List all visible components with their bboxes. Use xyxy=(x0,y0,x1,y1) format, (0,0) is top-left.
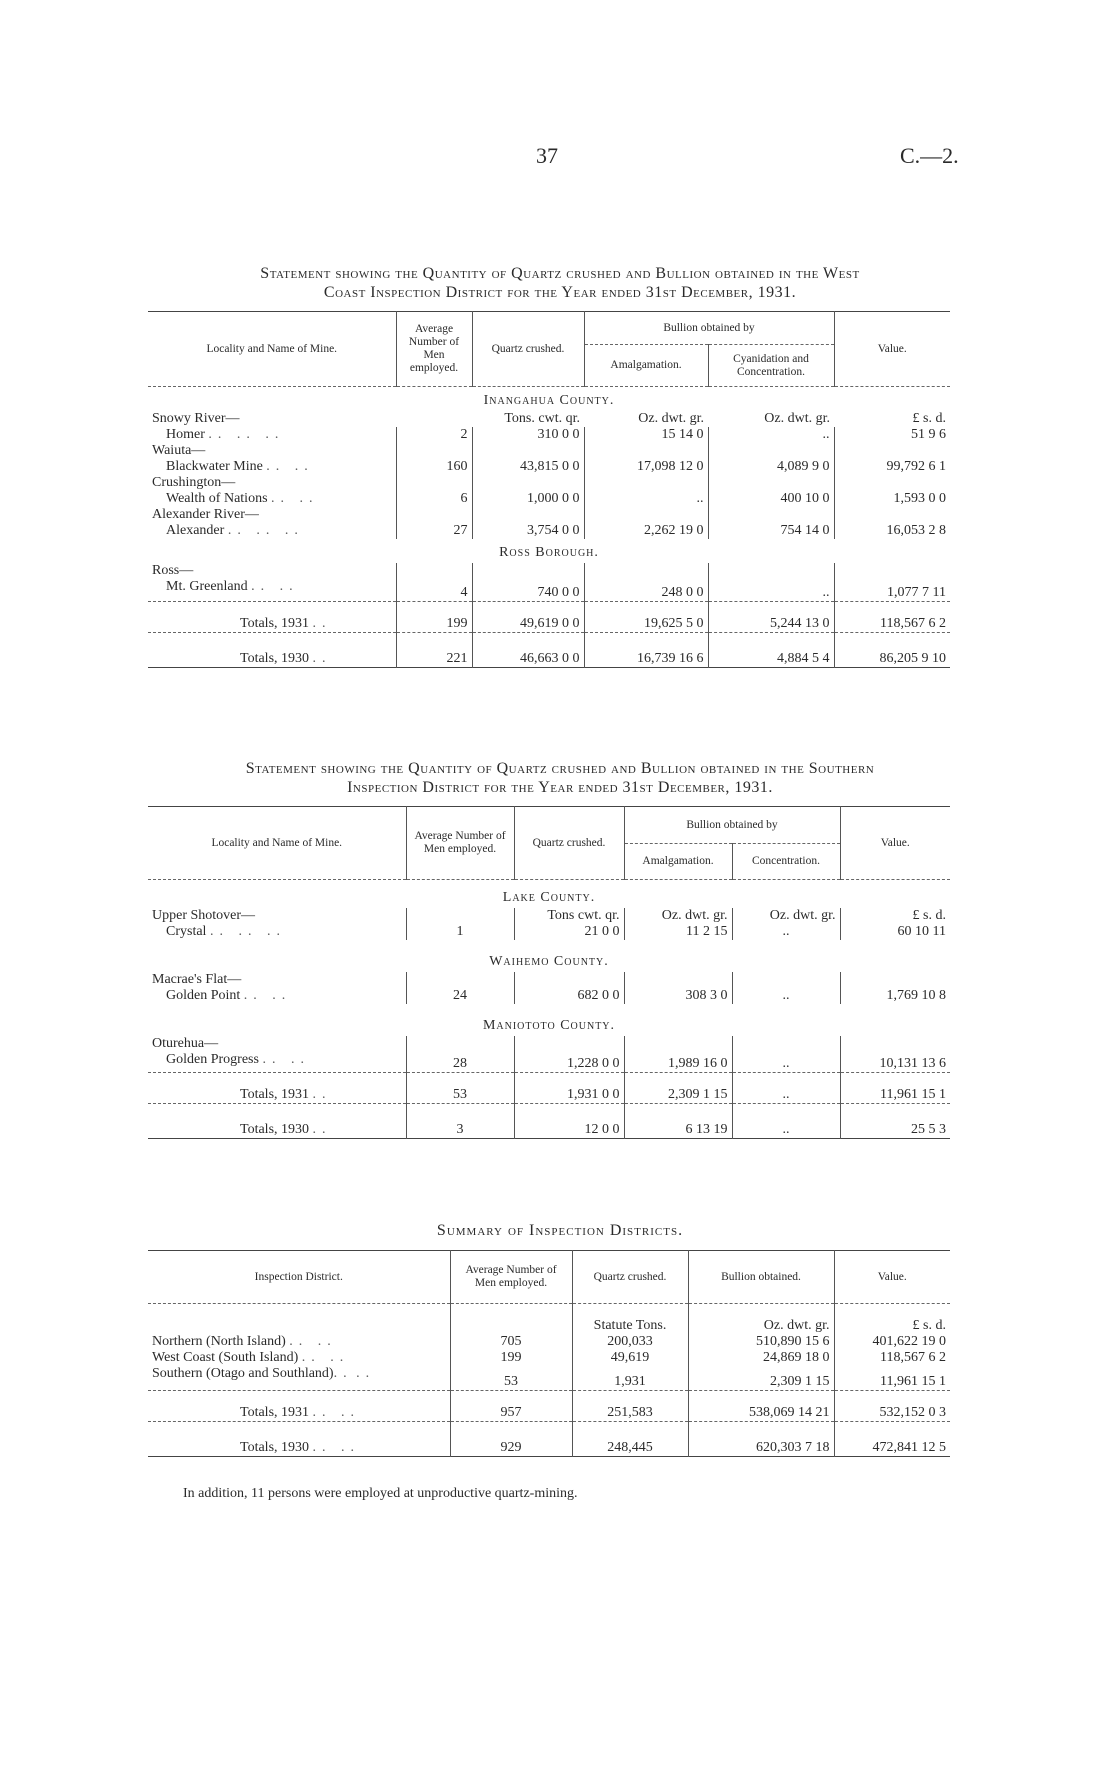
cell: 199 xyxy=(396,602,472,633)
cell: 1,989 16 0 xyxy=(624,1052,732,1073)
mine-name: Homer xyxy=(166,427,205,442)
cell: 11,961 15 1 xyxy=(840,1073,950,1104)
unit-label: Oz. dwt. gr. xyxy=(638,411,704,426)
cell: 248 0 0 xyxy=(584,579,708,602)
table-row: Wealth of Nations .. .. 6 1,000 0 0 .. 400 10 0 1,593 0 0 xyxy=(148,491,950,507)
cell: 46,663 0 0 xyxy=(472,633,584,668)
cell: 19,625 5 0 xyxy=(584,602,708,633)
table-row: Golden Point .. .. 24 682 0 0 308 3 0 .. 1,769 10 8 xyxy=(148,988,950,1004)
table-row: Blackwater Mine .. .. 160 43,815 0 0 17,098 12 0 4,089 9 0 99,792 6 1 xyxy=(148,459,950,475)
units-row xyxy=(148,908,950,924)
cell: 620,303 7 18 xyxy=(688,1422,834,1457)
cell: 251,583 xyxy=(572,1391,688,1422)
unit-label: Oz. dwt. gr. xyxy=(732,908,840,924)
cell: 160 xyxy=(396,459,472,475)
cell: 53 xyxy=(450,1366,572,1391)
cell: 5,244 13 0 xyxy=(708,602,834,633)
totals-row: Totals, 1930 .. .. 929 248,445 620,303 7 18 472,841 12 5 xyxy=(148,1422,950,1457)
cell: 1,000 0 0 xyxy=(472,491,584,507)
col-header-cyanidation: Cyanidation and Concentration. xyxy=(708,345,834,387)
cell: 308 3 0 xyxy=(624,988,732,1004)
document-reference: C.—2. xyxy=(900,143,959,168)
county-heading: Maniototo County. xyxy=(482,1018,616,1033)
mine-name: Wealth of Nations xyxy=(166,491,268,506)
col-header-men: Average Number of Men employed. xyxy=(396,312,472,387)
unit-label: Statute Tons. xyxy=(572,1304,688,1335)
col-header-amalgamation: Amalgamation. xyxy=(624,844,732,880)
cell: 4,884 5 4 xyxy=(708,633,834,668)
cell: 1,769 10 8 xyxy=(840,988,950,1004)
cell: 118,567 6 2 xyxy=(834,602,950,633)
cell: 6 13 19 xyxy=(624,1104,732,1139)
unit-label: Oz. dwt. gr. xyxy=(624,908,732,924)
totals-label: Totals, 1930 xyxy=(240,651,310,666)
cell: 957 xyxy=(450,1391,572,1422)
group-label: Snowy River— xyxy=(152,411,240,426)
group-label: Macrae's Flat— xyxy=(152,972,242,987)
totals-label: Totals, 1931 xyxy=(240,1405,310,1420)
county-heading: Ross Borough. xyxy=(499,545,599,560)
west-coast-table xyxy=(148,311,950,668)
cell: 2 xyxy=(396,427,472,443)
group-label: Alexander River— xyxy=(152,507,259,522)
cell: .. xyxy=(732,924,840,940)
col-header-district: Inspection District. xyxy=(254,1270,343,1283)
cell: 2,309 1 15 xyxy=(624,1073,732,1104)
table-row: Crystal .. .. .. 1 21 0 0 11 2 15 .. 60 10 11 xyxy=(148,924,950,940)
units-row xyxy=(148,1304,950,1335)
cell: 2,262 19 0 xyxy=(584,523,708,539)
cell: .. xyxy=(732,1052,840,1073)
totals-row: Totals, 1930 .. 3 12 0 0 6 13 19 .. 25 5 3 xyxy=(148,1104,950,1139)
cell: 99,792 6 1 xyxy=(834,459,950,475)
mine-name: Crystal xyxy=(166,924,207,939)
mine-name: Golden Progress xyxy=(166,1052,259,1067)
table-row: Mt. Greenland .. .. 4 740 0 0 248 0 0 .. 1,077 7 11 xyxy=(148,579,950,602)
table2-title-line1: Statement showing the Quantity of Quartz crushed and Bullion obtained in the Southern xyxy=(245,760,875,777)
col-header-locality: Locality and Name of Mine. xyxy=(211,836,343,849)
cell: 1,077 7 11 xyxy=(834,579,950,602)
cell: 400 10 0 xyxy=(708,491,834,507)
unit-label: Oz. dwt. gr. xyxy=(764,411,830,426)
cell: 2,309 1 15 xyxy=(688,1366,834,1391)
cell: 221 xyxy=(396,633,472,668)
mine-name: Blackwater Mine xyxy=(166,459,263,474)
cell: 24 xyxy=(406,988,514,1004)
totals-row: Totals, 1931 .. 53 1,931 0 0 2,309 1 15 .. 11,961 15 1 xyxy=(148,1073,950,1104)
cell: 200,033 xyxy=(572,1334,688,1350)
southern-table xyxy=(148,806,950,1139)
group-label: Upper Shotover— xyxy=(152,908,256,923)
table1-title-line1: Statement showing the Quantity of Quartz crushed and Bullion obtained in the West xyxy=(260,265,860,282)
totals-label: Totals, 1931 xyxy=(240,1087,310,1102)
cell: 740 0 0 xyxy=(472,579,584,602)
col-header-men: Average Number of Men employed. xyxy=(406,807,514,880)
cell: 199 xyxy=(450,1350,572,1366)
col-header-quartz: Quartz crushed. xyxy=(472,312,584,387)
cell: .. xyxy=(708,427,834,443)
cell: 538,069 14 21 xyxy=(688,1391,834,1422)
unit-label: £ s. d. xyxy=(840,908,950,924)
cell: 6 xyxy=(396,491,472,507)
col-header-bullion: Bullion obtained. xyxy=(688,1251,834,1304)
unit-label: £ s. d. xyxy=(912,411,946,426)
table-row: Homer .. .. .. 2 310 0 0 15 14 0 .. 51 9 6 xyxy=(148,427,950,443)
col-header-amalgamation: Amalgamation. xyxy=(584,345,708,387)
summary-title: Summary of Inspection Districts. xyxy=(436,1222,684,1239)
cell: 12 0 0 xyxy=(514,1104,624,1139)
table-row: Northern (North Island) .. .. 705 200,033 510,890 15 6 401,622 19 0 xyxy=(148,1334,950,1350)
cell: .. xyxy=(708,579,834,602)
cell: 1,931 xyxy=(572,1366,688,1391)
cell: 401,622 19 0 xyxy=(834,1334,950,1350)
totals-row: Totals, 1931 .. .. 957 251,583 538,069 14 21 532,152 0 3 xyxy=(148,1391,950,1422)
col-header-bullion: Bullion obtained by xyxy=(624,807,840,844)
table2-title-line2: Inspection District for the Year ended 31st December, 1931. xyxy=(347,779,773,796)
cell: 43,815 0 0 xyxy=(472,459,584,475)
table1-title xyxy=(130,264,990,302)
totals-label: Totals, 1931 xyxy=(240,616,310,631)
unit-label: Oz. dwt. gr. xyxy=(688,1304,834,1335)
cell: 49,619 0 0 xyxy=(472,602,584,633)
cell: 705 xyxy=(450,1334,572,1350)
cell: 472,841 12 5 xyxy=(834,1422,950,1457)
col-header-quartz: Quartz crushed. xyxy=(514,807,624,880)
cell: 11,961 15 1 xyxy=(834,1366,950,1391)
totals-row: Totals, 1931 .. 199 49,619 0 0 19,625 5 0 5,244 13 0 118,567 6 2 xyxy=(148,602,950,633)
col-header-value: Value. xyxy=(834,1251,950,1304)
col-header-men: Average Number of Men employed. xyxy=(450,1251,572,1304)
unit-label: Tons. cwt. qr. xyxy=(504,411,580,426)
cell: 17,098 12 0 xyxy=(584,459,708,475)
cell: .. xyxy=(732,988,840,1004)
table2-title xyxy=(130,759,990,797)
col-header-quartz: Quartz crushed. xyxy=(572,1251,688,1304)
cell: .. xyxy=(732,1104,840,1139)
col-header-bullion: Bullion obtained by xyxy=(584,312,834,345)
cell: 24,869 18 0 xyxy=(688,1350,834,1366)
cell: 310 0 0 xyxy=(472,427,584,443)
county-heading: Lake County. xyxy=(502,890,596,905)
cell: 929 xyxy=(450,1422,572,1457)
totals-label: Totals, 1930 xyxy=(240,1440,310,1455)
cell: 3,754 0 0 xyxy=(472,523,584,539)
page-number: 37 xyxy=(536,143,558,168)
cell: 60 10 11 xyxy=(840,924,950,940)
cell: 25 5 3 xyxy=(840,1104,950,1139)
col-header-locality: Locality and Name of Mine. xyxy=(206,342,338,355)
mine-name: Alexander xyxy=(166,523,225,538)
group-label: Crushington— xyxy=(152,475,236,490)
cell: .. xyxy=(584,491,708,507)
cell: 532,152 0 3 xyxy=(834,1391,950,1422)
cell: 16,053 2 8 xyxy=(834,523,950,539)
cell: 11 2 15 xyxy=(624,924,732,940)
mine-name: Golden Point xyxy=(166,988,241,1003)
cell: 86,205 9 10 xyxy=(834,633,950,668)
cell: 754 14 0 xyxy=(708,523,834,539)
cell: 510,890 15 6 xyxy=(688,1334,834,1350)
unit-label: Tons cwt. qr. xyxy=(514,908,624,924)
units-row xyxy=(148,411,950,427)
totals-row: Totals, 1930 .. 221 46,663 0 0 16,739 16 6 4,884 5 4 86,205 9 10 xyxy=(148,633,950,668)
cell: 51 9 6 xyxy=(834,427,950,443)
table-row: Southern (Otago and Southland).. .. 53 1,931 2,309 1 15 11,961 15 1 xyxy=(148,1366,950,1391)
footnote: In addition, 11 persons were employed at unproductive quartz-mining. xyxy=(183,1486,578,1501)
table-row: Alexander .. .. .. 27 3,754 0 0 2,262 19 0 754 14 0 16,053 2 8 xyxy=(148,523,950,539)
county-heading: Waihemo County. xyxy=(489,954,609,969)
district-name: West Coast (South Island) xyxy=(152,1350,299,1365)
county-heading: Inangahua County. xyxy=(483,393,615,408)
mine-name: Mt. Greenland xyxy=(166,579,248,594)
cell: 118,567 6 2 xyxy=(834,1350,950,1366)
cell: .. xyxy=(732,1073,840,1104)
cell: 3 xyxy=(406,1104,514,1139)
cell: 53 xyxy=(406,1073,514,1104)
table-row: West Coast (South Island) .. .. 199 49,619 24,869 18 0 118,567 6 2 xyxy=(148,1350,950,1366)
cell: 49,619 xyxy=(572,1350,688,1366)
cell: 1,228 0 0 xyxy=(514,1052,624,1073)
cell: 10,131 13 6 xyxy=(840,1052,950,1073)
cell: 4,089 9 0 xyxy=(708,459,834,475)
summary-table xyxy=(148,1250,950,1457)
col-header-value: Value. xyxy=(834,312,950,387)
totals-label: Totals, 1930 xyxy=(240,1122,310,1137)
district-name: Southern (Otago and Southland) xyxy=(152,1366,334,1381)
cell: 16,739 16 6 xyxy=(584,633,708,668)
cell: 4 xyxy=(396,579,472,602)
group-label: Waiuta— xyxy=(152,443,206,458)
cell: 1,931 0 0 xyxy=(514,1073,624,1104)
cell: 248,445 xyxy=(572,1422,688,1457)
district-name: Northern (North Island) xyxy=(152,1334,286,1349)
table1-title-line2: Coast Inspection District for the Year ended 31st December, 1931. xyxy=(323,284,797,301)
cell: 682 0 0 xyxy=(514,988,624,1004)
unit-label: £ s. d. xyxy=(834,1304,950,1335)
col-header-value: Value. xyxy=(840,807,950,880)
group-label: Oturehua— xyxy=(152,1036,219,1051)
cell: 28 xyxy=(406,1052,514,1073)
cell: 15 14 0 xyxy=(584,427,708,443)
cell: 1 xyxy=(406,924,514,940)
cell: 21 0 0 xyxy=(514,924,624,940)
col-header-concentration: Concentration. xyxy=(732,844,840,880)
group-label: Ross— xyxy=(152,563,194,578)
cell: 27 xyxy=(396,523,472,539)
cell: 1,593 0 0 xyxy=(834,491,950,507)
table-row: Golden Progress .. .. 28 1,228 0 0 1,989 16 0 .. 10,131 13 6 xyxy=(148,1052,950,1073)
